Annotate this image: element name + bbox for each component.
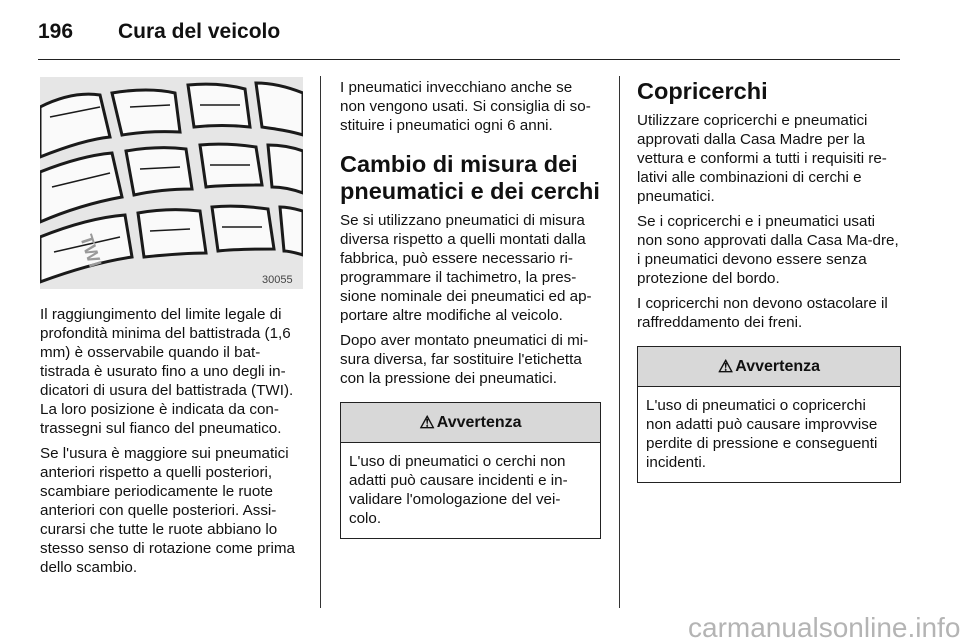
column-divider-1	[320, 76, 321, 608]
column-1	[40, 305, 310, 583]
column-divider-2	[619, 76, 620, 608]
figure-id: 30055	[262, 274, 293, 286]
warning-text: L'uso di pneumatici o copricerchi non adatti può causare improvvise perdite di pressione e conseguenti incidenti.	[646, 397, 878, 471]
header-rule	[38, 59, 900, 60]
warning-box	[340, 402, 601, 539]
wheel-covers-paragraph-2: Se i copricerchi e i pneumatici usati non sono approvati dalla Casa Ma-dre, i pneumatici devono essere senza protezione del bordo.	[637, 213, 899, 287]
label-paragraph: Dopo aver montato pneumatici di mi-sura diversa, far sostituire l'etichetta con la pressione dei pneumatici.	[340, 332, 589, 387]
twi-paragraph: Il raggiungimento del limite legale di profondità minima del battistrada (1,6 mm) è osservabile quando il bat-tistrada è usurato fino a uno degli in-dicatori di usura del battistrada (TWI). La loro posizione è indicata da con-trassegni sul fianco del pneumatico.	[40, 306, 294, 437]
rotation-paragraph: Se l'usura è maggiore sui pneumatici anteriori rispetto a quelli posteriori, scambiare periodicamente le ruote anteriori con quelle posteriori. Assi-curarsi che tutte le ruote abbiano lo stesso senso di rotazione come prima dello scambio.	[40, 445, 295, 576]
page-number: 196	[38, 20, 74, 43]
section-title: Cura del veicolo	[118, 20, 281, 43]
warning-header	[341, 403, 600, 443]
aging-paragraph: I pneumatici invecchiano anche se non vengono usati. Si consiglia di so-stituire i pneumatici ogni 6 anni.	[340, 79, 591, 134]
tire-tread-illustration	[40, 77, 303, 289]
warning-header	[638, 347, 900, 387]
warning-icon: ⚠	[717, 357, 734, 376]
size-change-heading: Cambio di misura dei pneumatici e dei cerchi	[340, 151, 600, 204]
warning-box	[637, 346, 901, 483]
column-2	[340, 78, 601, 539]
size-change-paragraph: Se si utilizzano pneumatici di misura diversa rispetto a quelli montati dalla fabbrica, può essere necessario ri-programmare il tachimetro, la pres-sione nominale dei pneumatici ed ap-portare altre modifiche al veicolo.	[340, 212, 592, 324]
footer-watermark: carmanualsonline.info	[688, 612, 960, 643]
wheel-covers-paragraph-3: I copricerchi non devono ostacolare il raffreddamento dei freni.	[637, 295, 888, 331]
wheel-covers-heading: Copricerchi	[637, 78, 768, 104]
tire-tread-figure	[40, 77, 303, 289]
twi-label: TWI	[76, 232, 106, 270]
warning-text: L'uso di pneumatici o cerchi non adatti può causare incidenti e in-validare l'omologazione del vei-colo.	[349, 453, 568, 527]
warning-icon: ⚠	[419, 413, 435, 432]
column-3	[637, 78, 901, 483]
wheel-covers-paragraph-1: Utilizzare copricerchi e pneumatici approvati dalla Casa Madre per la vettura e conformi a tutti i requisiti re-lativi alle combinazioni di cerchi e pneumatici.	[637, 112, 887, 205]
warning-title: Avvertenza	[436, 414, 522, 431]
warning-title: Avvertenza	[735, 358, 821, 375]
